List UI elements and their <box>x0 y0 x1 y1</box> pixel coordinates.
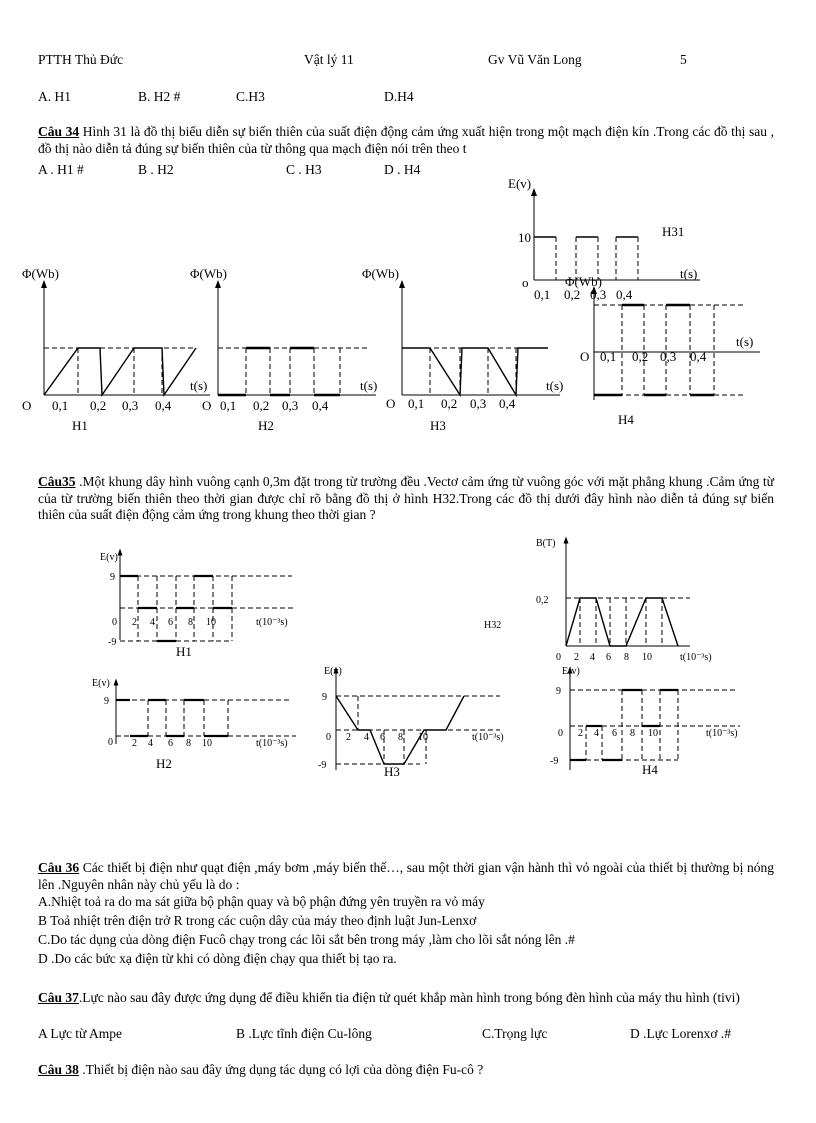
question-35 <box>38 474 774 524</box>
h2-x-label: t(s) <box>360 378 378 393</box>
question-36-text: Các thiết bị điện như quạt điện ,máy bơm ,máy biến thế…, sau một thời gian vận hành thì vỏ ngoài của thiết bị thường bị nóng lên .Nguyên nhân này chủ yếu là do : <box>38 860 774 892</box>
h3-tick-1: 0,1 <box>408 396 425 411</box>
b-tick-8: 8 <box>624 652 629 663</box>
h4-x-label: t(s) <box>736 334 754 349</box>
q34-option-b: B . H2 <box>138 162 174 177</box>
b-zero: 0 <box>556 652 561 663</box>
q36-option-d: D .Do các bức xạ điện từ khi có dòng điện chạy qua thiết bị tạo ra. <box>38 951 397 966</box>
h1-caption: H1 <box>72 418 88 433</box>
header-teacher: Gv Vũ Văn Long <box>488 52 582 67</box>
q36-option-a: A.Nhiệt toả ra do ma sát giữa bộ phận quay và bộ phận đứng yên truyền ra vỏ máy <box>38 894 485 909</box>
graph-h2 <box>218 284 376 395</box>
header-school: PTTH Thủ Đức <box>38 52 124 67</box>
h4-origin: O <box>580 349 590 364</box>
prev-option-a: A. H1 <box>38 89 71 104</box>
figure-q35 <box>0 530 816 790</box>
figure-q34 <box>0 0 816 460</box>
h31-x-label: t(s) <box>680 266 698 281</box>
q34-option-c: C . H3 <box>286 162 322 177</box>
header-subject: Vật lý 11 <box>304 52 354 67</box>
h31-caption: H31 <box>662 224 685 239</box>
h31-tick-3: 0,3 <box>590 287 607 302</box>
h1-x-label: t(s) <box>190 378 208 393</box>
h1-tick-1: 0,1 <box>52 398 69 413</box>
h3-x-label: t(s) <box>546 378 564 393</box>
b-tick-2: 2 <box>574 652 579 663</box>
prev-option-d: D.H4 <box>384 89 414 104</box>
h2-tick-3: 0,3 <box>282 398 299 413</box>
emf-h2-tick-6: 6 <box>168 738 173 749</box>
question-34-text: Hình 31 là đồ thị biểu diễn sự biến thiên của suất điện động cảm ứng xuất hiện trong một mạch điện kín .Trong các đồ thị sau , đồ thị nào diễn tả đúng sự biến thiên của từ thông qua mạch điện nói trên theo t <box>38 124 774 156</box>
q37-option-b: B .Lực tĩnh điện Cu-lông <box>236 1026 372 1041</box>
h2-origin: O <box>202 398 212 413</box>
h1-tick-2: 0,2 <box>90 398 107 413</box>
b-x-label: t(10⁻³s) <box>680 652 712 663</box>
emf-h4-nine: 9 <box>556 686 561 697</box>
q37-option-c: C.Trọng lực <box>482 1026 548 1041</box>
question-34-label: Câu 34 <box>38 124 80 139</box>
emf-h4-tick-8: 8 <box>630 728 635 739</box>
graph-h1 <box>44 284 210 395</box>
h4-tick-3: 0,3 <box>660 349 677 364</box>
emf-h3-y-label: E(v) <box>324 666 342 677</box>
h32-caption: H32 <box>484 620 502 631</box>
emf-graph-h4 <box>570 670 740 770</box>
emf-h2-nine: 9 <box>104 696 109 707</box>
h4-tick-1: 0,1 <box>600 349 617 364</box>
emf-h2-tick-8: 8 <box>186 738 191 749</box>
h1-tick-4: 0,4 <box>155 398 172 413</box>
b-tick-10: 10 <box>642 652 652 663</box>
h4-tick-4: 0,4 <box>690 349 707 364</box>
q36-option-b: B Toả nhiệt trên điện trở R trong các cuộn dây của máy theo định luật Jun-Lenxơ <box>38 913 477 928</box>
emf-h2-caption: H2 <box>156 756 172 771</box>
emf-h3-x-label: t(10⁻³s) <box>472 732 504 743</box>
q36-option-c: C.Do tác dụng của dòng điện Fucô chạy trong các lõi sắt bên trong máy ,làm cho lõi sắt nóng lên .# <box>38 932 575 947</box>
emf-h3-minus-nine: -9 <box>318 760 327 771</box>
emf-h1-zero: 0 <box>112 617 117 628</box>
h1-origin: O <box>22 398 32 413</box>
h2-tick-4: 0,4 <box>312 398 329 413</box>
h31-origin: o <box>522 275 529 290</box>
h2-tick-2: 0,2 <box>253 398 270 413</box>
h31-y-label: E(v) <box>508 176 532 191</box>
question-36 <box>38 860 774 893</box>
emf-h4-x-label: t(10⁻³s) <box>706 728 738 739</box>
h4-tick-2: 0,2 <box>632 349 649 364</box>
emf-h2-x-label: t(10⁻³s) <box>256 738 288 749</box>
question-35-text: .Một khung dây hình vuông cạnh 0,3m đặt trong từ trường đều .Vectơ cảm ứng từ vuông góc với mặt phẳng khung .Cảm ứng từ của từ trường biến thiên theo thời gian được chỉ rõ bằng đồ thị ở hình H32.Trong các đồ thị dưới đây hình nào diễn tả đúng sự biến thiên của suất điện động cảm ứng trong khung theo thời gian ? <box>38 474 774 522</box>
q37-option-d: D .Lực Lorenxơ .# <box>630 1026 732 1041</box>
emf-h3-caption: H3 <box>384 764 400 779</box>
question-36-label: Câu 36 <box>38 860 80 875</box>
emf-h3-tick-8: 8 <box>398 732 403 743</box>
h4-caption: H4 <box>618 412 634 427</box>
q37-option-a: A Lực từ Ampe <box>38 1026 122 1041</box>
question-37-text: .Lực nào sau đây được ứng dụng để điều khiển tia điện tử quét khắp màn hình trong bóng đèn hình của máy thu hình (tivi) <box>78 990 740 1005</box>
emf-h1-x-label: t(10⁻³s) <box>256 617 288 628</box>
b-value: 0,2 <box>536 595 549 606</box>
question-35-label: Câu35 <box>38 474 76 489</box>
emf-h1-tick-8: 8 <box>188 617 193 628</box>
emf-h4-tick-4: 4 <box>594 728 599 739</box>
emf-h4-minus-nine: -9 <box>550 756 559 767</box>
emf-h3-nine: 9 <box>322 692 327 703</box>
question-37-label: Câu 37 <box>38 990 79 1005</box>
question-38-label: Câu 38 <box>38 1062 79 1077</box>
emf-graph-h2 <box>116 682 296 744</box>
h1-y-label: Φ(Wb) <box>22 266 59 281</box>
emf-h3-tick-10: 10 <box>418 732 428 743</box>
question-38-text: .Thiết bị điện nào sau đây ứng dụng tác dụng có lợi của dòng điện Fu-cô ? <box>78 1062 484 1077</box>
emf-h1-tick-4: 4 <box>150 617 155 628</box>
h3-tick-2: 0,2 <box>441 396 458 411</box>
emf-h4-y-label: E(v) <box>562 666 580 677</box>
h31-tick-1: 0,1 <box>534 287 551 302</box>
emf-h1-minus-nine: -9 <box>108 637 117 648</box>
h3-tick-4: 0,4 <box>499 396 516 411</box>
emf-h3-tick-6: 6 <box>380 732 385 743</box>
b-y-label: B(T) <box>536 538 556 549</box>
emf-h4-tick-6: 6 <box>612 728 617 739</box>
emf-h2-tick-2: 2 <box>132 738 137 749</box>
h2-y-label: Φ(Wb) <box>190 266 227 281</box>
h1-tick-3: 0,3 <box>122 398 139 413</box>
emf-h2-tick-10: 10 <box>202 738 212 749</box>
emf-h3-zero: 0 <box>326 732 331 743</box>
emf-h4-tick-10: 10 <box>648 728 658 739</box>
h3-tick-3: 0,3 <box>470 396 487 411</box>
emf-h2-tick-4: 4 <box>148 738 153 749</box>
h2-caption: H2 <box>258 418 274 433</box>
h3-origin: O <box>386 396 396 411</box>
h4-y-label: Φ(Wb) <box>565 274 602 289</box>
h31-value-10: 10 <box>518 230 531 245</box>
emf-h4-caption: H4 <box>642 762 658 777</box>
b-graph-h32 <box>566 540 690 646</box>
question-38 <box>38 1062 774 1079</box>
h31-tick-2: 0,2 <box>564 287 581 302</box>
prev-option-c: C.H3 <box>236 89 265 104</box>
emf-h2-zero: 0 <box>108 737 113 748</box>
h2-tick-1: 0,1 <box>220 398 237 413</box>
header-page-number: 5 <box>680 52 687 67</box>
emf-h3-tick-2: 2 <box>346 732 351 743</box>
emf-h3-tick-4: 4 <box>364 732 369 743</box>
emf-h1-nine: 9 <box>110 572 115 583</box>
emf-h4-tick-2: 2 <box>578 728 583 739</box>
b-tick-6: 6 <box>606 652 611 663</box>
emf-h4-zero: 0 <box>558 728 563 739</box>
h31-tick-4: 0,4 <box>616 287 633 302</box>
h3-caption: H3 <box>430 418 446 433</box>
emf-h1-tick-6: 6 <box>168 617 173 628</box>
h3-y-label: Φ(Wb) <box>362 266 399 281</box>
emf-graph-h3 <box>336 670 500 770</box>
q34-option-a: A . H1 # <box>38 162 84 177</box>
emf-h1-caption: H1 <box>176 644 192 659</box>
question-37 <box>38 990 774 1007</box>
emf-h1-y-label: E(v) <box>100 552 118 563</box>
emf-h1-tick-10: 10 <box>206 617 216 628</box>
b-tick-4: 4 <box>590 652 595 663</box>
prev-option-b: B. H2 # <box>138 89 181 104</box>
q34-option-d: D . H4 <box>384 162 421 177</box>
emf-h2-y-label: E(v) <box>92 678 110 689</box>
emf-h1-tick-2: 2 <box>132 617 137 628</box>
